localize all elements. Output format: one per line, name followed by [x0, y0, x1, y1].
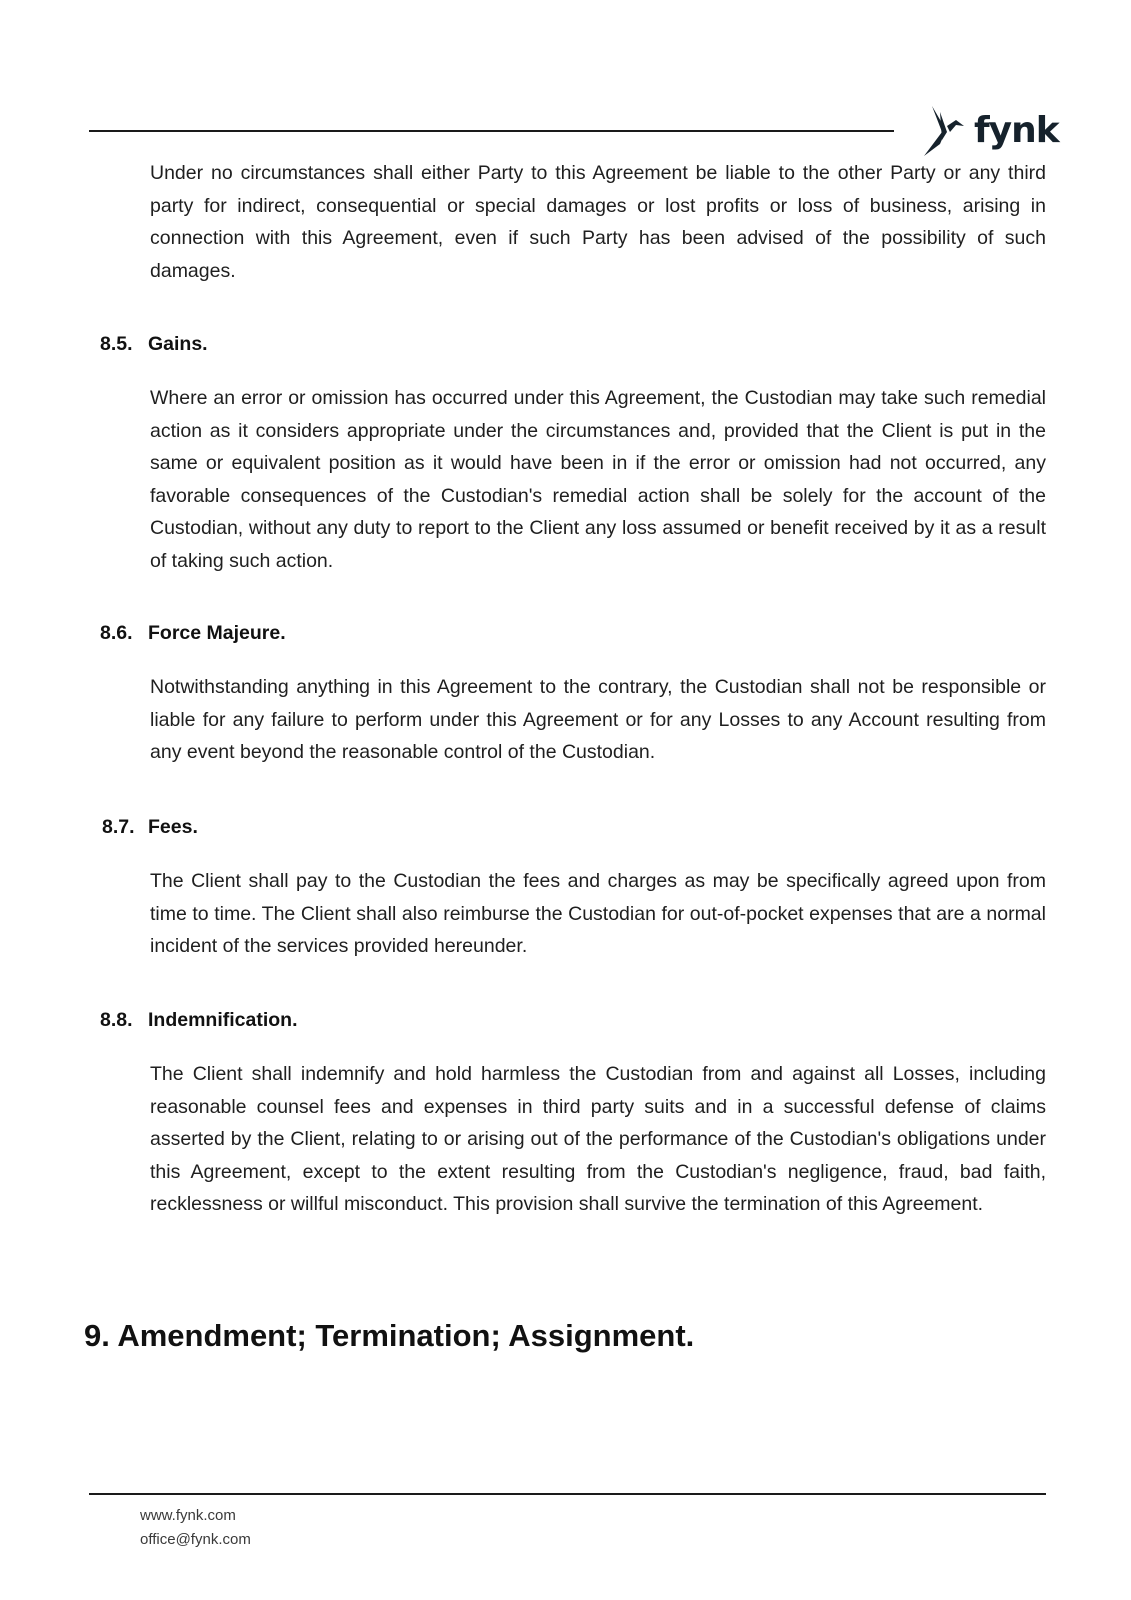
- header-rule: [89, 130, 894, 132]
- section-number: 8.8.: [100, 1009, 133, 1031]
- section-8-6-heading: [100, 622, 286, 645]
- section-title: Gains.: [148, 333, 208, 355]
- section-8-6-paragraph: Notwithstanding anything in this Agreement to the contrary, the Custodian shall not be responsible or liable for any failure to perform under this Agreement or for any Losses to any Account resulting from any event beyond the reasonable control of the Custodian.: [150, 676, 1046, 763]
- section-title: Indemnification.: [148, 1009, 298, 1031]
- section-title: Force Majeure.: [148, 622, 286, 644]
- section-8-5-heading: [100, 333, 208, 356]
- section-8-7-paragraph: The Client shall pay to the Custodian the fees and charges as may be specifically agreed upon from time to time. The Client shall also reimburse the Custodian for out-of-pocket expenses that are a normal incident of the services provided hereunder.: [150, 870, 1046, 957]
- fynk-bird-logo-icon: [920, 104, 966, 158]
- section-8-8-paragraph: The Client shall indemnify and hold harmless the Custodian from and against all Losses, including reasonable counsel fees and expenses in third party suits and in a successful defense of claims asserted by the Client, relating to or arising out of the performance of the Custodian's obligations under this Agreement, except to the extent resulting from the Custodian's negligence, fraud, bad faith, recklessness or willful misconduct. This provision shall survive the termination of this Agreement.: [150, 1063, 1046, 1215]
- section-title: Fees.: [148, 816, 198, 838]
- intro-paragraph: Under no circumstances shall either Party to this Agreement be liable to the other Party or any third party for indirect, consequential or special damages or lost profits or loss of business, arising in connection with this Agreement, even if such Party has been advised of the possibility of such damages.: [150, 162, 1046, 282]
- footer-rule: [89, 1493, 1046, 1495]
- section-8-8-heading: [100, 1009, 298, 1032]
- brand-name: fynk: [974, 110, 1059, 151]
- footer-email-link[interactable]: office@fynk.com: [140, 1531, 251, 1548]
- section-number: 8.7.: [102, 816, 135, 838]
- section-8-7-heading: [102, 816, 198, 839]
- section-number: 8.5.: [100, 333, 133, 355]
- brand-logo: [920, 104, 1059, 158]
- section-8-5-paragraph: Where an error or omission has occurred under this Agreement, the Custodian may take such remedial action as it considers appropriate under the circumstances and, provided that the Client is put in the same or equivalent position as it would have been in if the error or omission had not occurred, any favorable consequences of the Custodian's remedial action shall be solely for the account of the Custodian, without any duty to report to the Client any loss assumed or benefit received by it as a result of taking such action.: [150, 387, 1046, 572]
- footer-website-link[interactable]: www.fynk.com: [140, 1507, 236, 1524]
- section-number: 8.6.: [100, 622, 133, 644]
- section-9-title: 9. Amendment; Termination; Assignment.: [84, 1318, 695, 1353]
